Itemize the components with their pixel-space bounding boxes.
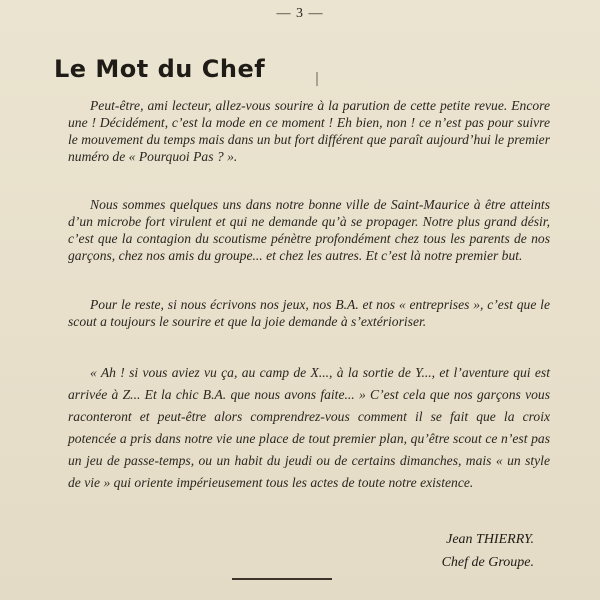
- article-title: Le Mot du Chef: [54, 55, 266, 83]
- closing-rule: [232, 578, 332, 580]
- print-speck: [316, 72, 318, 86]
- page-number: — 3 —: [276, 6, 324, 21]
- signature-name: Jean THIERRY.: [446, 532, 534, 547]
- signature-role: Chef de Groupe.: [441, 555, 534, 570]
- paragraph-3-text: Pour le reste, si nous écrivons nos jeux, nos B.A. et nos « entreprises », c’est que le scout a toujours le sourire et que la joie demande à s’extérioriser.: [68, 297, 550, 329]
- paragraph-1-text: Peut-être, ami lecteur, allez-vous sourire à la parution de cette petite revue. Encore une ! Décidément, c’est la mode en ce moment ! Eh bien, non ! ce n’est pas pour suivre le mouvement du temps mais dans un but fort différent que paraît aujourd’hui le premier numéro de « Pourquoi Pas ? ».: [68, 98, 550, 164]
- paragraph-1: [68, 97, 550, 165]
- paragraph-2: [68, 196, 550, 264]
- paragraph-4: [68, 362, 550, 494]
- paragraph-3: [68, 296, 550, 330]
- paragraph-4-text: « Ah ! si vous aviez vu ça, au camp de X..., à la sortie de Y..., et l’aventure qui est arrivée à Z... Et la chic B.A. que nous avons faite... » C’est cela que nos garçons vous raconteront et peut-être alors comprendrez-vous comment il se fait que la croix potencée a pris dans notre vie une place de tout premier plan, qu’être scout ce n’est pas un jeu de passe-temps, ou un habit du jeudi ou de certains dimanches, mais « un style de vie » qui oriente impérieusement tous les actes de toute notre existence.: [68, 365, 550, 490]
- paragraph-2-text: Nous sommes quelques uns dans notre bonne ville de Saint-Maurice à être atteints d’un microbe fort virulent et qui ne demande qu’à se propager. Notre plus grand désir, c’est que la contagion du scoutisme pénètre profondément chez tous les parents de nos garçons, chez nos amis du groupe... et chez les autres. Et c’est là notre premier but.: [68, 197, 550, 263]
